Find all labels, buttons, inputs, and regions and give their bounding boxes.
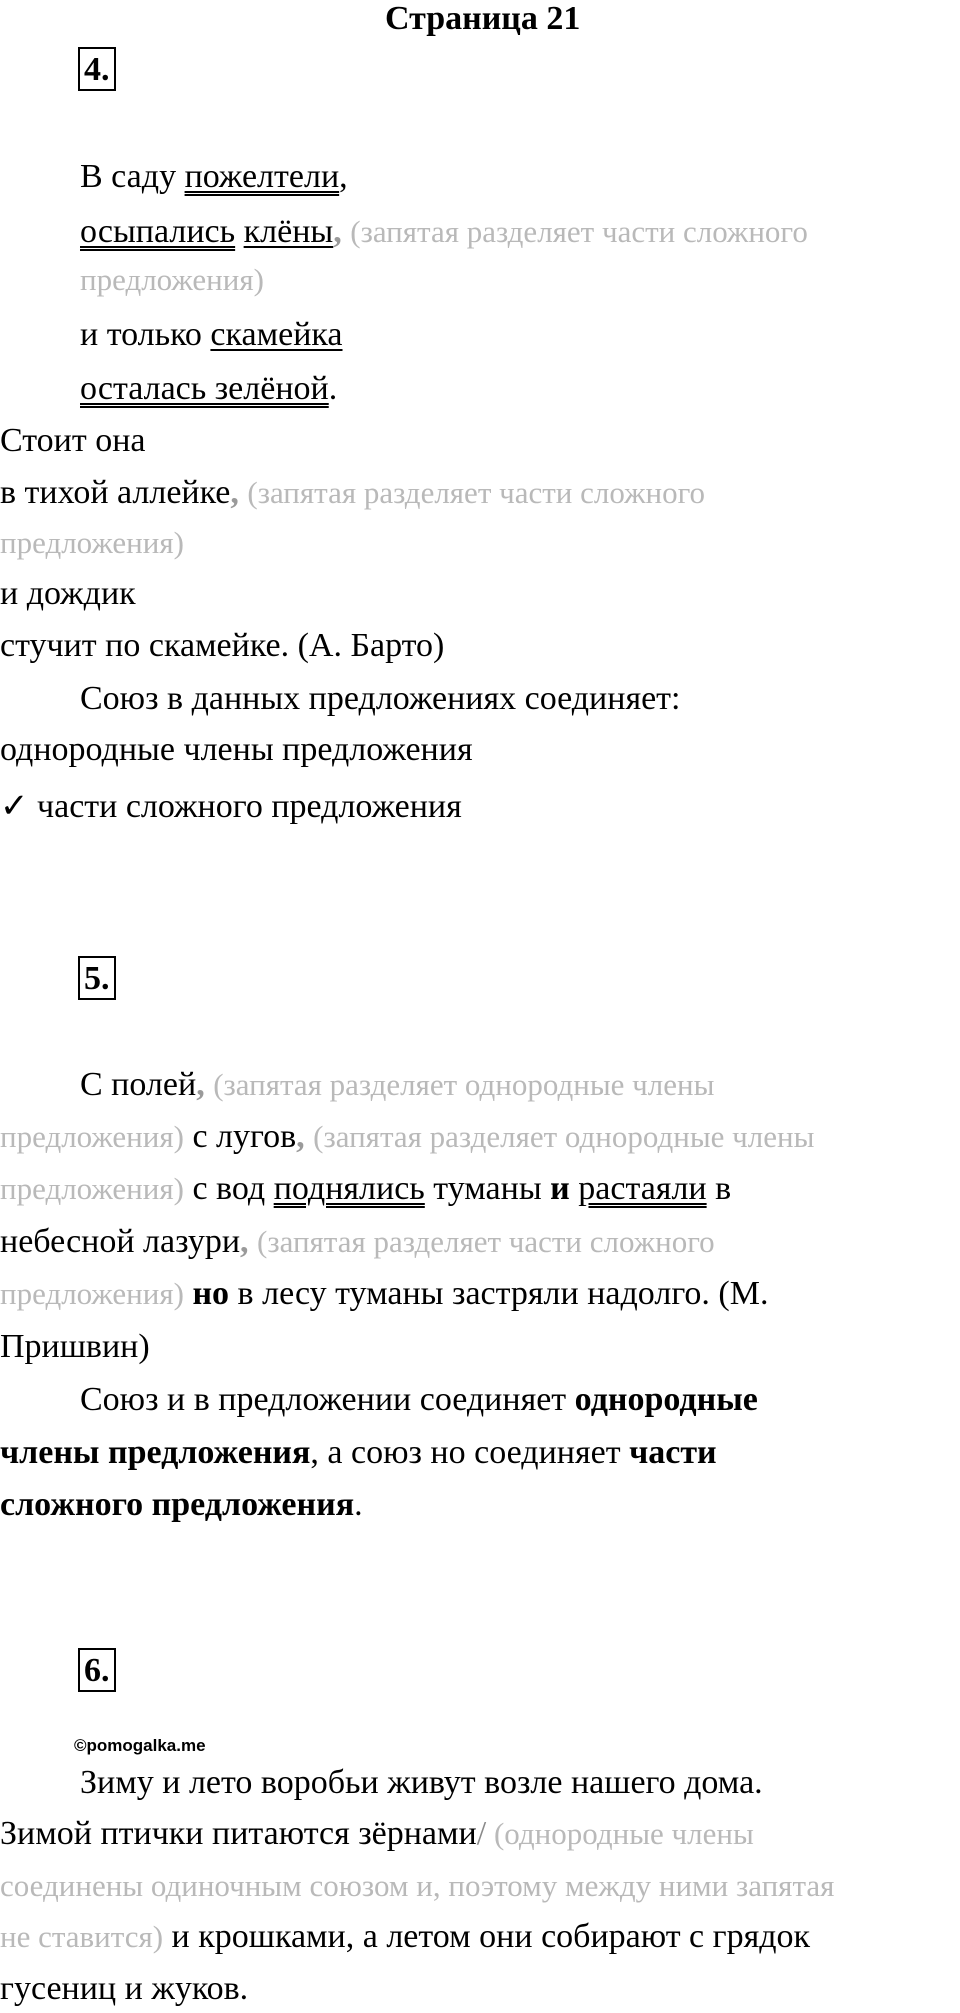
task-number-box: 4. (78, 47, 116, 91)
comment: (запятая разделяет части сложного (350, 214, 808, 249)
conclusion: сложного предложения. (0, 1486, 363, 1523)
comment: (однородные члены (486, 1816, 754, 1851)
predicate: осталась зелёной (80, 370, 329, 407)
text-line: и только скамейка (80, 316, 343, 353)
text-line: гусениц и жуков. (0, 1970, 249, 2007)
question: Союз в данных предложениях соединяет: (80, 680, 681, 717)
text-line: Стоит она (0, 422, 146, 459)
text-line: небесной лазури, (запятая разделяет части сложного (0, 1223, 715, 1260)
predicate: пожелтели (184, 158, 340, 195)
task-number: 6 (84, 1652, 101, 1689)
predicate: осыпались (80, 213, 236, 250)
text-line: предложения) но в лесу туманы застряли надолго. (М. (0, 1275, 769, 1312)
text-line: В саду пожелтели, (80, 158, 348, 195)
conclusion: Союз и в предложении соединяет однородные (80, 1381, 758, 1418)
checkmark-icon: ✓ (0, 788, 29, 825)
answer-option: однородные члены предложения (0, 731, 473, 768)
comment: (запятая разделяет части сложного (257, 1224, 715, 1259)
comment: предложения) (0, 525, 184, 560)
conclusion: члены предложения, а союз но соединяет части (0, 1434, 717, 1471)
comment: (запятая разделяет однородные члены (213, 1067, 715, 1102)
task-number-box: 5. (78, 956, 116, 1000)
text-line: в тихой аллейке, (запятая разделяет части сложного (0, 474, 706, 511)
text-line: Зимой птички питаются зёрнами/ (однородные члены (0, 1815, 754, 1852)
text-line: осталась зелёной. (80, 370, 338, 407)
subject: скамейка (210, 316, 343, 353)
task-number: 5 (84, 960, 101, 997)
text-line: осыпались клёны, (запятая разделяет части сложного (80, 213, 808, 250)
text-line: и дождик (0, 575, 136, 612)
comment: соединены одиночным союзом и, поэтому между ними запятая (0, 1868, 835, 1903)
text-line: не ставится) и крошками, а летом они собирают с грядок (0, 1918, 811, 1955)
predicate: поднялись (273, 1170, 425, 1207)
text-line: Пришвин) (0, 1328, 150, 1365)
text-line: Зиму и лето воробьи живут возле нашего дома. (80, 1764, 763, 1801)
text-line: предложения) с лугов, (запятая разделяет однородные члены (0, 1118, 815, 1155)
text-line: стучит по скамейке. (А. Барто) (0, 627, 445, 664)
page-title: Страница 21 (385, 0, 581, 37)
text-line: С полей, (запятая разделяет однородные члены (80, 1066, 715, 1103)
subject: клёны (243, 213, 334, 250)
task-number-box: 6. (78, 1648, 116, 1692)
answer-option-selected: ✓ части сложного предложения (0, 788, 462, 825)
comment: предложения) (80, 262, 264, 297)
watermark: ©pomogalka.me (74, 1736, 206, 1755)
predicate: растаяли (578, 1170, 707, 1207)
comment: (запятая разделяет части сложного (247, 475, 706, 510)
text-line: предложения) с вод поднялись туманы и растаяли в (0, 1170, 732, 1207)
comment: (запятая разделяет однородные члены (313, 1119, 815, 1154)
slash-mark: / (476, 1815, 487, 1852)
task-number: 4 (84, 51, 101, 88)
